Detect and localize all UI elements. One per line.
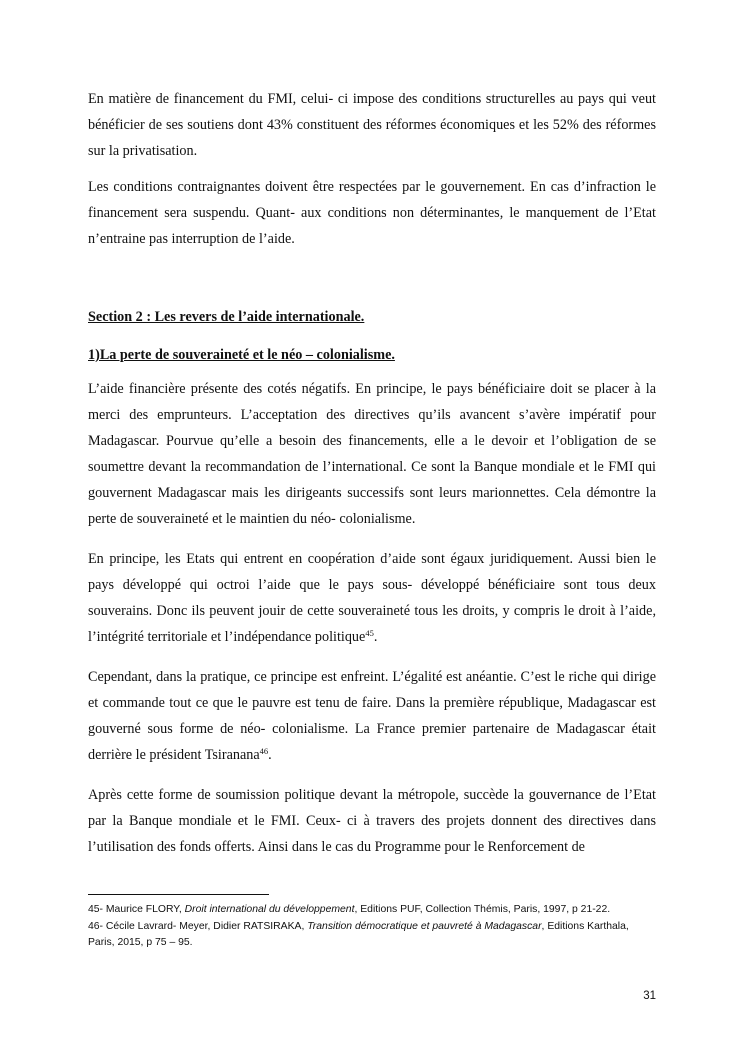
footnote-separator (88, 894, 269, 895)
paragraph-pratique-text: Cependant, dans la pratique, ce principe est enfreint. L’égalité est anéantie. C’est le riche qui dirige et commande tout ce que le pauvre est tenu de faire. Dans la première république, Madagascar est gouverné sous forme de néo- colonialisme. La France premier partenaire de Madagascar était derrière le président Tsiranana (88, 669, 656, 763)
page-number: 31 (643, 990, 656, 1002)
footnotes (88, 902, 658, 952)
footnote-45-title: Droit international du développement (184, 904, 355, 915)
paragraph-pratique (88, 664, 656, 768)
paragraph-etats-egaux-end: . (373, 629, 378, 645)
paragraph-contraignantes: Les conditions contraignantes doivent être respectées par le gouvernement. En cas d’infraction le financement sera suspendu. Quant- aux conditions non déterminantes, le manquement de l’Etat n’entraine pas interruption de l’aide. (88, 179, 656, 247)
footnote-46-title: Transition démocratique et pauvreté à Madagascar (307, 920, 542, 932)
footnote-45-post: , Editions PUF, Collection Thémis, Paris, 1997, p 21-22. (354, 904, 611, 915)
footnote-46-post: , Editions Karthala, Paris, 2015, p 75 – 95. (88, 920, 629, 948)
paragraph-cotes-negatifs: L’aide financière présente des cotés négatifs. En principe, le pays bénéficiaire doit se placer à la merci des emprunteurs. L’acceptation des directives qu’ils avancent s’avère impératif pour Madagascar. Pourvue qu’elle a besoin des financements, elle a le devoir et l’obligation de se soumettre devant la recommandation de l’international. Ce sont la Banque mondiale et le FMI qui gouvernent Madagascar mais les dirigeants successifs sont leurs marionnettes. Cela démontre la perte de souveraineté et le maintien du néo- colonialisme. (88, 381, 656, 527)
footnote-46 (88, 919, 658, 952)
paragraph-pratique-end: . (268, 747, 272, 763)
footnote-45 (88, 902, 658, 919)
paragraph-fmi-conditions: En matière de financement du FMI, celui- ci impose des conditions structurelles au pays qui veut bénéficier de ses soutiens dont 43% constituent des réformes économiques et les 52% des réformes sur la privatisation. (88, 91, 656, 159)
section-heading: Section 2 : Les revers de l’aide internationale. (88, 309, 365, 325)
footnote-45-pre: 45- Maurice FLORY, (88, 904, 185, 915)
footnote-46-pre: 46- Cécile Lavrard- Meyer, Didier RATSIRAKA, (88, 920, 308, 932)
footnote-ref-45: 45 (365, 628, 374, 638)
footnote-ref-46: 46 (259, 746, 269, 756)
paragraph-etats-egaux (88, 546, 656, 650)
paragraph-soumission: Après cette forme de soumission politique devant la métropole, succède la gouvernance de l’Etat par la Banque mondiale et le FMI. Ceux- ci à travers des projets donnent des directives dans l’utilisation des fonds offerts. Ainsi dans le cas du Programme pour le Renforcement de (88, 787, 656, 855)
paragraph-etats-egaux-text: En principe, les Etats qui entrent en coopération d’aide sont égaux juridiquement. Aussi bien le pays développé qui octroi l’aide que le pays sous- développé bénéficiaire sont tous deux souverains. Donc ils peuvent jouir de cette souveraineté tous les droits, y compris le droit à l’aide, l’intégrité territoriale et l’indépendance politique (88, 551, 656, 645)
subsection-heading: 1)La perte de souveraineté et le néo – colonialisme. (88, 347, 395, 363)
